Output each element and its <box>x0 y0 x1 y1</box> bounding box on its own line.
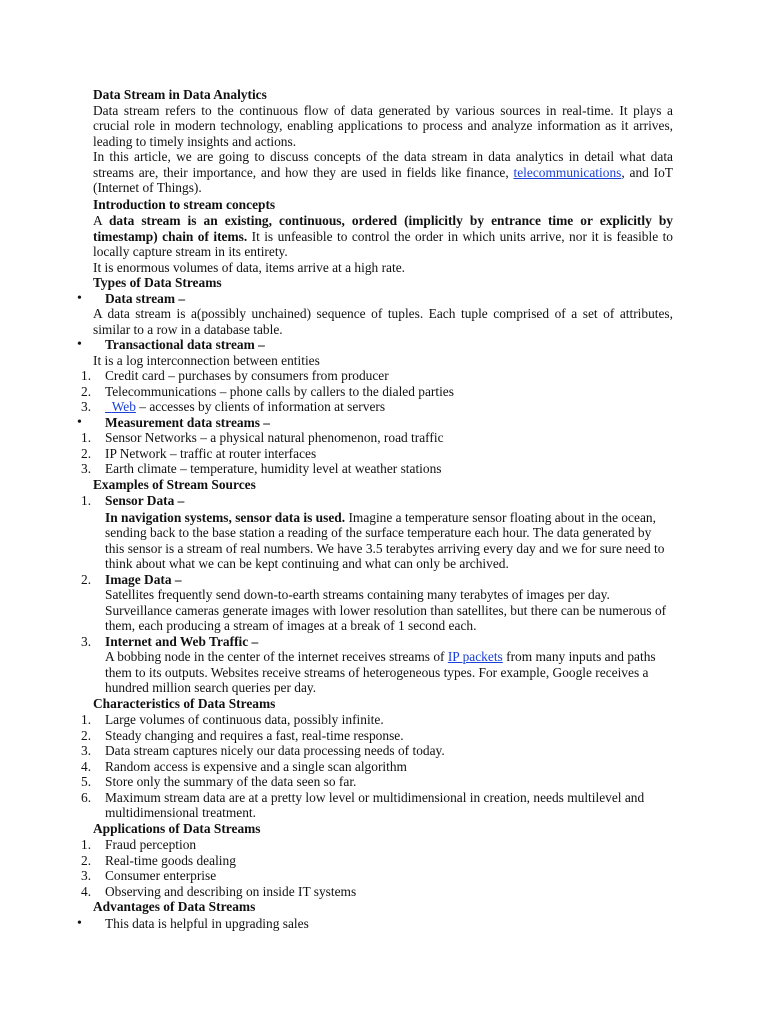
list-item-data-stream <box>93 291 673 307</box>
heading-characteristics: Characteristics of Data Streams <box>93 695 276 711</box>
internet-desc-b: from many inputs and paths them to its outputs. Websites receive streams of heterogeneous types. For example, Google receives a hundred million search queries per day. <box>105 649 656 695</box>
list-item <box>81 789 673 821</box>
list-item-text: Steady changing and requires a fast, real-time response. <box>105 727 404 743</box>
list-item <box>81 837 673 853</box>
list-item-transactional <box>93 337 673 353</box>
list-item <box>81 743 673 759</box>
ip-packets-link[interactable]: IP packets <box>447 649 503 664</box>
list-item-text: Earth climate – temperature, humidity level at weather stations <box>105 461 442 476</box>
image-label: Image Data – <box>105 571 182 587</box>
list-item <box>81 774 673 790</box>
list-item <box>81 868 673 884</box>
list-item <box>81 712 673 728</box>
list-item-text: Consumer enterprise <box>105 868 217 883</box>
def-lead: A <box>93 213 109 228</box>
list-item <box>81 383 673 400</box>
list-item-text: IP Network – traffic at router interfaces <box>105 445 317 461</box>
list-item <box>93 916 673 932</box>
list-number: 3. <box>81 743 92 758</box>
intro-paragraph-2-text-b: , and IoT (Internet of Things). <box>93 164 673 195</box>
list-item-text: Observing and describing on inside IT systems <box>105 883 357 899</box>
heading-advantages: Advantages of Data Streams <box>93 899 256 914</box>
list-item-text: Random access is expensive and a single scan algorithm <box>105 758 407 774</box>
list-item <box>81 461 673 477</box>
list-number: 6. <box>81 789 92 805</box>
stream-definition-paragraph <box>93 213 673 260</box>
list-item-text: Real-time goods dealing <box>105 852 236 868</box>
intro-paragraph-2-text-a: In this article, we are going to discuss concepts of the data stream in data analytics in detail what data streams are, their importance, and how they are used in fields like finance, <box>93 149 673 180</box>
list-number: 2. <box>81 383 92 399</box>
list-item-text: Sensor Networks – a physical natural phenomenon, road traffic <box>105 430 444 445</box>
document-body <box>81 87 673 931</box>
sensor-label: Sensor Data – <box>105 493 185 508</box>
data-stream-label: Data stream – <box>105 290 186 306</box>
def-bold: data stream is an existing, continuous, ordered (implicitly by entrance time or explicitly by timestamp) chain of items. <box>93 213 673 244</box>
list-item-text: Credit card – purchases by consumers from producer <box>105 368 389 383</box>
sensor-desc <box>105 510 673 572</box>
list-item <box>81 430 673 446</box>
heading-introduction: Introduction to stream concepts <box>93 196 276 212</box>
list-item <box>81 883 673 900</box>
heading-examples: Examples of Stream Sources <box>93 476 256 492</box>
data-stream-desc: A data stream is a(possibly unchained) sequence of tuples. Each tuple comprised of a set of attributes, similar to a row in a database table. <box>93 306 673 337</box>
measurement-label: Measurement data streams – <box>105 414 270 430</box>
example-internet <box>81 633 673 696</box>
intro-paragraph-1: Data stream refers to the continuous flow of data generated by various sources in real-time. It plays a crucial role in modern technology, enabling applications to process and analyze information as it arrives, leading to timely insights and actions. <box>93 102 673 149</box>
list-item-text: Data stream captures nicely our data processing needs of today. <box>105 743 445 758</box>
internet-label: Internet and Web Traffic – <box>105 633 259 649</box>
list-item-text: This data is helpful in upgrading sales <box>105 915 309 931</box>
list-item-text: – accesses by clients of information at servers <box>135 399 386 414</box>
sensor-bold-lead: In navigation systems, sensor data is used. <box>105 509 346 525</box>
list-number: 2. <box>81 571 92 587</box>
list-number: 2. <box>81 852 92 868</box>
list-item <box>81 368 673 384</box>
transactional-desc: It is a log interconnection between entities <box>93 352 320 368</box>
list-number: 3. <box>81 399 92 414</box>
list-item-text: Fraud perception <box>105 837 197 852</box>
def-rest: It is unfeasible to control the order in which units arrive, nor it is feasible to locally capture stream in its entirety. <box>93 228 673 259</box>
list-number: 1. <box>81 493 92 508</box>
example-sensor <box>81 493 673 572</box>
web-link-text[interactable]: Web <box>111 399 136 414</box>
telecommunications-link[interactable]: telecommunications <box>513 164 622 180</box>
image-desc: Satellites frequently send down-to-earth streams containing many terabytes of images per day. Surveillance cameras generate images with lower resolution than satellites, but there can be numerous of them, each producing a stream of images at a break of 1 second each. <box>105 587 667 633</box>
list-number: 3. <box>81 633 92 649</box>
example-image <box>81 571 673 634</box>
list-number: 1. <box>81 368 92 383</box>
list-item-text: Maximum stream data are at a pretty low level or multidimensional in creation, needs multilevel and multidimensional treatment. <box>105 789 645 820</box>
volume-paragraph: It is enormous volumes of data, items arrive at a high rate. <box>93 259 405 275</box>
list-item-text: Telecommunications – phone calls by callers to the dialed parties <box>105 383 454 399</box>
list-number: 3. <box>81 868 92 883</box>
list-number: 4. <box>81 883 92 899</box>
transactional-label: Transactional data stream – <box>105 337 265 352</box>
list-number: 2. <box>81 445 92 461</box>
list-item-text: Store only the summary of the data seen so far. <box>105 774 357 789</box>
list-item <box>81 727 673 744</box>
list-number: 3. <box>81 461 92 476</box>
list-item-text: Large volumes of continuous data, possibly infinite. <box>105 712 384 727</box>
list-number: 5. <box>81 774 92 789</box>
web-link[interactable] <box>105 399 136 414</box>
heading-applications: Applications of Data Streams <box>93 820 261 836</box>
list-item-measurement <box>93 415 673 431</box>
list-item <box>81 445 673 462</box>
list-item <box>81 758 673 775</box>
heading-types: Types of Data Streams <box>93 275 222 290</box>
internet-desc <box>105 649 673 696</box>
list-number: 4. <box>81 758 92 774</box>
page-title: Data Stream in Data Analytics <box>93 87 267 102</box>
sensor-desc-text: Imagine a temperature sensor floating about in the ocean, sending back to the base station a reading of the surface temperature each hour. The data generated by this sensor is a stream of real numbers. We have 3.5 terabytes arriving every day and we for sure need to think about what we can be kept continuing and what can only be archived. <box>105 509 665 571</box>
list-number: 1. <box>81 837 92 852</box>
list-number: 2. <box>81 727 92 743</box>
internet-desc-a: A bobbing node in the center of the internet receives streams of <box>105 649 448 664</box>
intro-paragraph-2 <box>93 149 673 196</box>
list-item <box>81 852 673 869</box>
list-item <box>81 399 673 415</box>
list-number: 1. <box>81 712 92 727</box>
list-number: 1. <box>81 430 92 445</box>
